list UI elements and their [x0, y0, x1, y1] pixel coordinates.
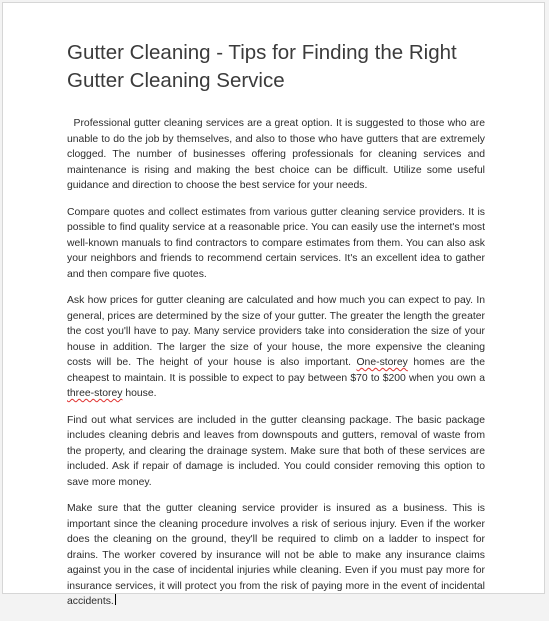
- paragraph-3-text-a: Ask how prices for gutter cleaning are calculated and how much you can expect to pay. In general, prices are determined by the size of your gutter. The greater the length the greater the cost you'll have to pay. Many service providers take into consideration the size of your house in addition. The larger the size of your house, the more expensive the cleaning costs will be. The height of your house is also important.: [67, 295, 485, 368]
- paragraph-3-text-b: homes are the cheapest to maintain. It is possible to expect to pay between $70 to $200 when you own a: [67, 357, 485, 384]
- paragraph-2[interactable]: Compare quotes and collect estimates from various gutter cleaning service providers. It is possible to find quality service at a reasonable price. You can easily use the internet's most well-known manuals to find contractors to compare estimates from them. You can also ask your neighbors and friends to recommend certain services. It's an excellent idea to gather and then compare five quotes.: [67, 206, 485, 280]
- paragraph-4[interactable]: Find out what services are included in the gutter cleansing package. The basic package includes cleaning debris and leaves from downspouts and gutters, removal of waste from the property, and clearing the drainage system. Make sure that both of these services are included. Ask if repair of damage is included. You could consider removing this option to save more money.: [67, 414, 485, 488]
- document-page[interactable]: [2, 2, 545, 607]
- paragraph-1[interactable]: Professional gutter cleaning services are a great option. It is suggested to those who are unable to do the job by themselves, and also to those who have gutters that are extremely clogged. The number of businesses offering professionals for cleaning services and maintenance is rising and making the best choice can be difficult. Utilize some useful guidance and direction to choose the best service for your needs.: [67, 118, 485, 191]
- paragraph-3[interactable]: [67, 293, 485, 402]
- document-body[interactable]: [67, 39, 485, 621]
- paragraph-5[interactable]: [67, 501, 485, 610]
- text-cursor: [115, 594, 116, 605]
- document-title[interactable]: Gutter Cleaning - Tips for Finding the Right Gutter Cleaning Service: [67, 41, 457, 92]
- spelling-flag-three-storey[interactable]: three-storey: [67, 388, 123, 399]
- paragraph-5-text: Make sure that the gutter cleaning service provider is insured as a business. This is important since the cleaning procedure involves a risk of serious injury. Even if the worker does the cleaning on the ground, they'll be required to climb on a ladder to inspect for drains. The worker covered by insurance will not be able to make any insurance claims against you in the case of incidental injuries while cleaning. Even if you must pay more for insurance services, it will protect you from the risk of paying more in the event of incidental accidents.: [67, 503, 485, 607]
- spelling-flag-one-storey[interactable]: One-storey: [356, 357, 408, 368]
- paragraph-3-text-c: house.: [122, 388, 157, 399]
